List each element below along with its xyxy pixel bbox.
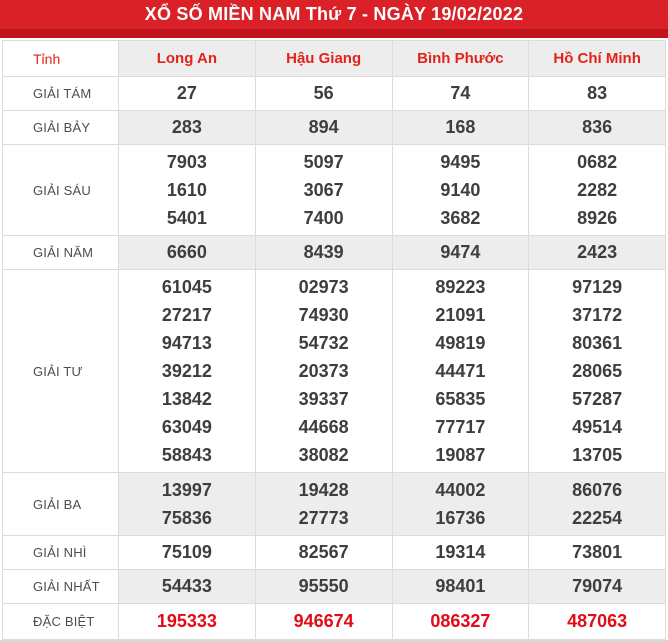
table-row <box>3 536 666 570</box>
result-cell <box>529 536 666 570</box>
result-cell <box>392 236 529 270</box>
table-row <box>3 145 666 236</box>
result-number: 8439 <box>303 242 344 262</box>
result-number: 57287 <box>572 389 623 409</box>
result-number: 75836 <box>161 508 212 528</box>
result-number: 94713 <box>161 333 212 353</box>
prize-label: GIẢI NĂM <box>3 236 119 270</box>
column-header-binh-phuoc: Bình Phước <box>392 41 529 77</box>
result-number: 9495 <box>440 152 481 172</box>
result-number: 86076 <box>572 480 623 500</box>
result-cell <box>255 270 392 473</box>
result-cell <box>529 77 666 111</box>
result-number: 38082 <box>298 445 349 465</box>
result-number: 19087 <box>435 445 486 465</box>
result-cell <box>255 111 392 145</box>
result-cell <box>392 570 529 604</box>
result-number: 54732 <box>298 333 349 353</box>
result-number: 73801 <box>572 542 623 562</box>
result-cell <box>529 111 666 145</box>
result-number: 65835 <box>435 389 486 409</box>
result-number: 28065 <box>572 361 623 381</box>
table-row <box>3 111 666 145</box>
result-cell <box>119 270 256 473</box>
result-number: 283 <box>171 117 202 137</box>
result-cell <box>119 77 256 111</box>
result-number: 16736 <box>435 508 486 528</box>
result-number: 3067 <box>303 180 344 200</box>
prize-label: GIẢI BẢY <box>3 111 119 145</box>
result-number: 21091 <box>435 305 486 325</box>
result-number: 0682 <box>577 152 618 172</box>
result-number: 61045 <box>161 277 212 297</box>
result-number: 54433 <box>161 576 212 596</box>
result-number: 7903 <box>166 152 207 172</box>
result-number: 49819 <box>435 333 486 353</box>
result-cell <box>119 145 256 236</box>
result-number: 168 <box>445 117 476 137</box>
result-number: 13997 <box>161 480 212 500</box>
result-number: 946674 <box>293 611 354 631</box>
result-cell <box>529 236 666 270</box>
result-number: 39212 <box>161 361 212 381</box>
results-body <box>3 77 666 640</box>
page-title: XỔ SỐ MIỀN NAM Thứ 7 - NGÀY 19/02/2022 <box>144 4 524 24</box>
result-number: 56 <box>313 83 334 103</box>
result-number: 89223 <box>435 277 486 297</box>
result-cell <box>529 570 666 604</box>
result-number: 27 <box>176 83 197 103</box>
result-number: 58843 <box>161 445 212 465</box>
table-row <box>3 604 666 640</box>
result-number: 27773 <box>298 508 349 528</box>
prize-label: GIẢI SÁU <box>3 145 119 236</box>
result-cell <box>392 604 529 640</box>
result-number: 195333 <box>156 611 217 631</box>
result-number: 13705 <box>572 445 623 465</box>
result-number: 2423 <box>577 242 618 262</box>
result-cell <box>392 111 529 145</box>
result-number: 44668 <box>298 417 349 437</box>
result-number: 44471 <box>435 361 486 381</box>
result-cell <box>119 236 256 270</box>
table-row <box>3 77 666 111</box>
result-number: 9140 <box>440 180 481 200</box>
column-header-ho-chi-minh: Hồ Chí Minh <box>529 41 666 77</box>
title-banner <box>0 0 668 38</box>
result-cell <box>529 473 666 536</box>
result-cell <box>529 604 666 640</box>
result-cell <box>119 570 256 604</box>
result-number: 80361 <box>572 333 623 353</box>
result-number: 39337 <box>298 389 349 409</box>
result-number: 6660 <box>166 242 207 262</box>
result-cell <box>392 536 529 570</box>
result-cell <box>119 536 256 570</box>
corner-header-province: Tỉnh <box>3 41 119 77</box>
column-header-row <box>3 41 666 77</box>
result-number: 02973 <box>298 277 349 297</box>
table-row <box>3 236 666 270</box>
prize-label: GIẢI TƯ <box>3 270 119 473</box>
result-number: 95550 <box>298 576 349 596</box>
result-number: 63049 <box>161 417 212 437</box>
result-number: 98401 <box>435 576 486 596</box>
result-number: 9474 <box>440 242 481 262</box>
result-number: 487063 <box>567 611 628 631</box>
result-number: 97129 <box>572 277 623 297</box>
result-number: 77717 <box>435 417 486 437</box>
result-cell <box>392 145 529 236</box>
prize-label: GIẢI BA <box>3 473 119 536</box>
prize-label: GIẢI TÁM <box>3 77 119 111</box>
result-cell <box>529 270 666 473</box>
column-header-long-an: Long An <box>119 41 256 77</box>
result-number: 20373 <box>298 361 349 381</box>
result-cell <box>119 604 256 640</box>
result-number: 836 <box>582 117 613 137</box>
lottery-results-table <box>2 40 666 640</box>
prize-label: GIẢI NHẤT <box>3 570 119 604</box>
result-cell <box>255 536 392 570</box>
prize-label: ĐẶC BIỆT <box>3 604 119 640</box>
result-number: 086327 <box>430 611 491 631</box>
result-number: 75109 <box>161 542 212 562</box>
result-number: 5097 <box>303 152 344 172</box>
table-row <box>3 570 666 604</box>
result-number: 83 <box>587 83 608 103</box>
result-number: 44002 <box>435 480 486 500</box>
result-cell <box>529 145 666 236</box>
result-cell <box>392 77 529 111</box>
result-number: 2282 <box>577 180 618 200</box>
result-cell <box>119 473 256 536</box>
result-number: 7400 <box>303 208 344 228</box>
result-number: 22254 <box>572 508 623 528</box>
result-cell <box>255 236 392 270</box>
result-number: 19428 <box>298 480 349 500</box>
result-cell <box>392 270 529 473</box>
result-number: 1610 <box>166 180 207 200</box>
result-number: 894 <box>308 117 339 137</box>
result-cell <box>392 473 529 536</box>
prize-label: GIẢI NHÌ <box>3 536 119 570</box>
result-cell <box>255 570 392 604</box>
result-number: 74930 <box>298 305 349 325</box>
result-number: 37172 <box>572 305 623 325</box>
result-number: 5401 <box>166 208 207 228</box>
result-cell <box>255 473 392 536</box>
result-number: 3682 <box>440 208 481 228</box>
result-number: 13842 <box>161 389 212 409</box>
result-number: 27217 <box>161 305 212 325</box>
result-cell <box>255 604 392 640</box>
result-cell <box>255 145 392 236</box>
table-row <box>3 473 666 536</box>
table-row <box>3 270 666 473</box>
result-number: 49514 <box>572 417 623 437</box>
column-header-hau-giang: Hậu Giang <box>255 41 392 77</box>
result-cell <box>255 77 392 111</box>
result-number: 82567 <box>298 542 349 562</box>
result-number: 79074 <box>572 576 623 596</box>
result-cell <box>119 111 256 145</box>
result-number: 74 <box>450 83 471 103</box>
result-number: 8926 <box>577 208 618 228</box>
result-number: 19314 <box>435 542 486 562</box>
